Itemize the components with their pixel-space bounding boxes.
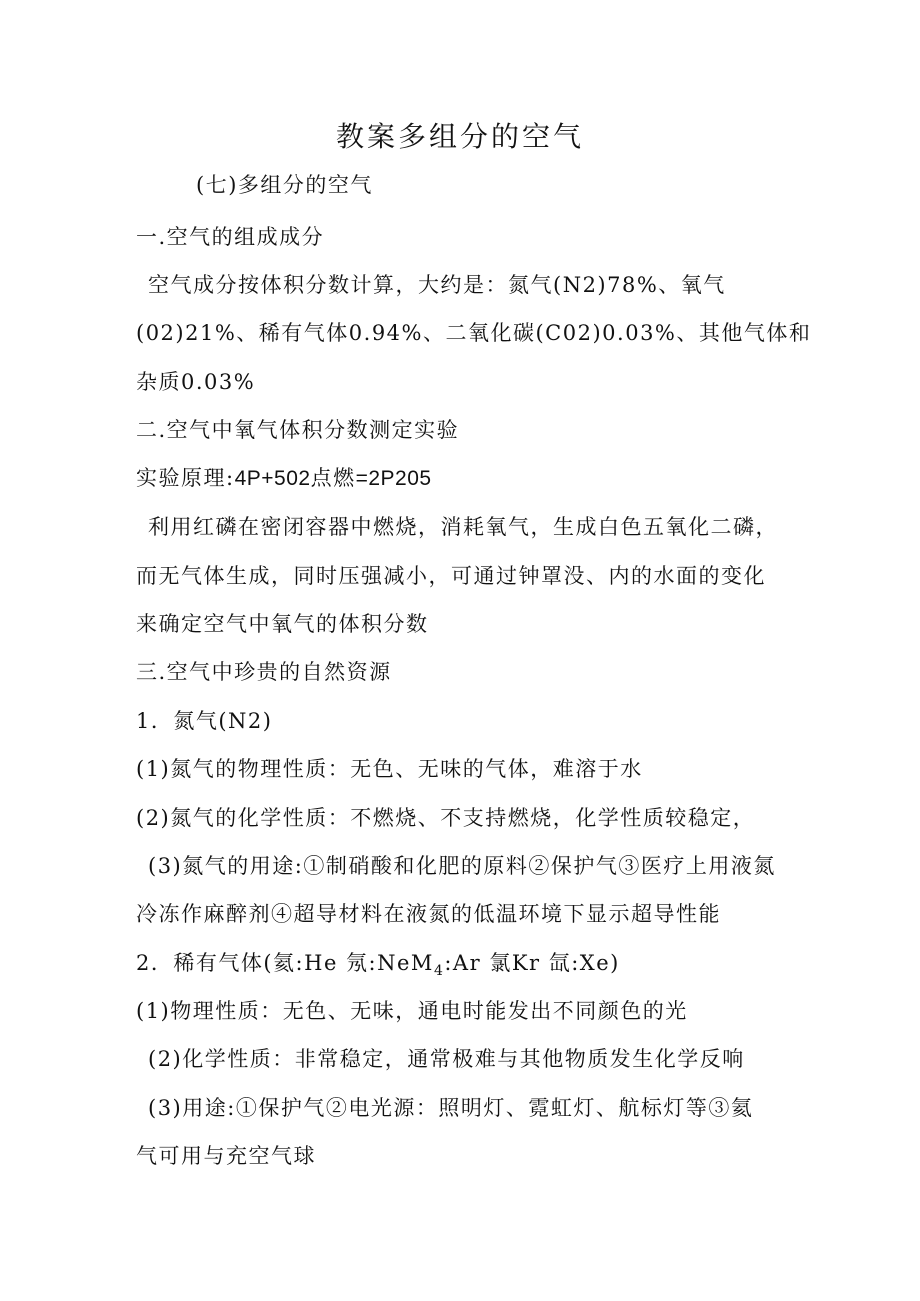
section-1-paragraph-line-3: 杂质0.03%: [136, 370, 256, 394]
noble-gases-uses-line-2: 气可用与充空气球: [136, 1144, 316, 1168]
principle-label: 实验原理:: [136, 466, 235, 490]
noble-gases-heading: [136, 948, 620, 986]
section-2-paragraph-line-3: 来确定空气中氧气的体积分数: [136, 612, 429, 636]
section-1-paragraph-line-1: 空气成分按体积分数计算，大约是：氮气(N2)78%、氧气: [148, 273, 726, 297]
noble-gases-physical-properties: (1)物理性质：无色、无味，通电时能发出不同颜色的光: [136, 999, 688, 1023]
section-1-paragraph-line-2: (02)21%、稀有气体0.94%、二氧化碳(C02)0.03%、其他气体和: [136, 321, 812, 345]
noble-gases-heading-part-b: :Ar 氯Kr 氙:Xe): [444, 951, 620, 975]
section-1-heading: 一.空气的组成成分: [136, 225, 325, 249]
noble-gases-heading-subscript: 4: [433, 963, 445, 980]
principle-condition: 点燃: [310, 466, 356, 490]
section-2-paragraph-line-1: 利用红磷在密闭容器中燃烧，消耗氧气，生成白色五氧化二磷，: [148, 515, 778, 539]
nitrogen-chemical-properties: (2)氮气的化学性质：不燃烧、不支持燃烧，化学性质较稳定，: [136, 806, 756, 830]
experiment-principle: [136, 463, 432, 494]
noble-gases-uses-line-1: (3)用途:①保护气②电光源：照明灯、霓虹灯、航标灯等③氦: [148, 1096, 754, 1120]
document-title: 教案多组分的空气: [335, 120, 584, 153]
section-2-heading: 二.空气中氧气体积分数测定实验: [136, 418, 460, 442]
nitrogen-physical-properties: (1)氮气的物理性质：无色、无味的气体，难溶于水: [136, 757, 643, 781]
nitrogen-uses-line-2: 冷冻作麻醉剂④超导材料在液氮的低温环境下显示超导性能: [136, 902, 721, 926]
noble-gases-heading-part-a: 2．稀有气体(氦:He 氖:NeM: [136, 951, 434, 975]
nitrogen-heading: 1．氮气(N2): [136, 709, 273, 733]
principle-equation-left: 4P+502: [234, 467, 311, 490]
section-2-paragraph-line-2: 而无气体生成，同时压强减小，可通过钟罩没、内的水面的变化: [136, 564, 766, 588]
noble-gases-chemical-properties: (2)化学性质：非常稳定，通常极难与其他物质发生化学反响: [148, 1047, 745, 1071]
principle-equation-right: =2P205: [355, 467, 432, 490]
subtitle: (七)多组分的空气: [196, 173, 373, 197]
nitrogen-uses-line-1: (3)氮气的用途:①制硝酸和化肥的原料②保护气③医疗上用液氮: [148, 854, 776, 878]
section-3-heading: 三.空气中珍贵的自然资源: [136, 660, 392, 684]
